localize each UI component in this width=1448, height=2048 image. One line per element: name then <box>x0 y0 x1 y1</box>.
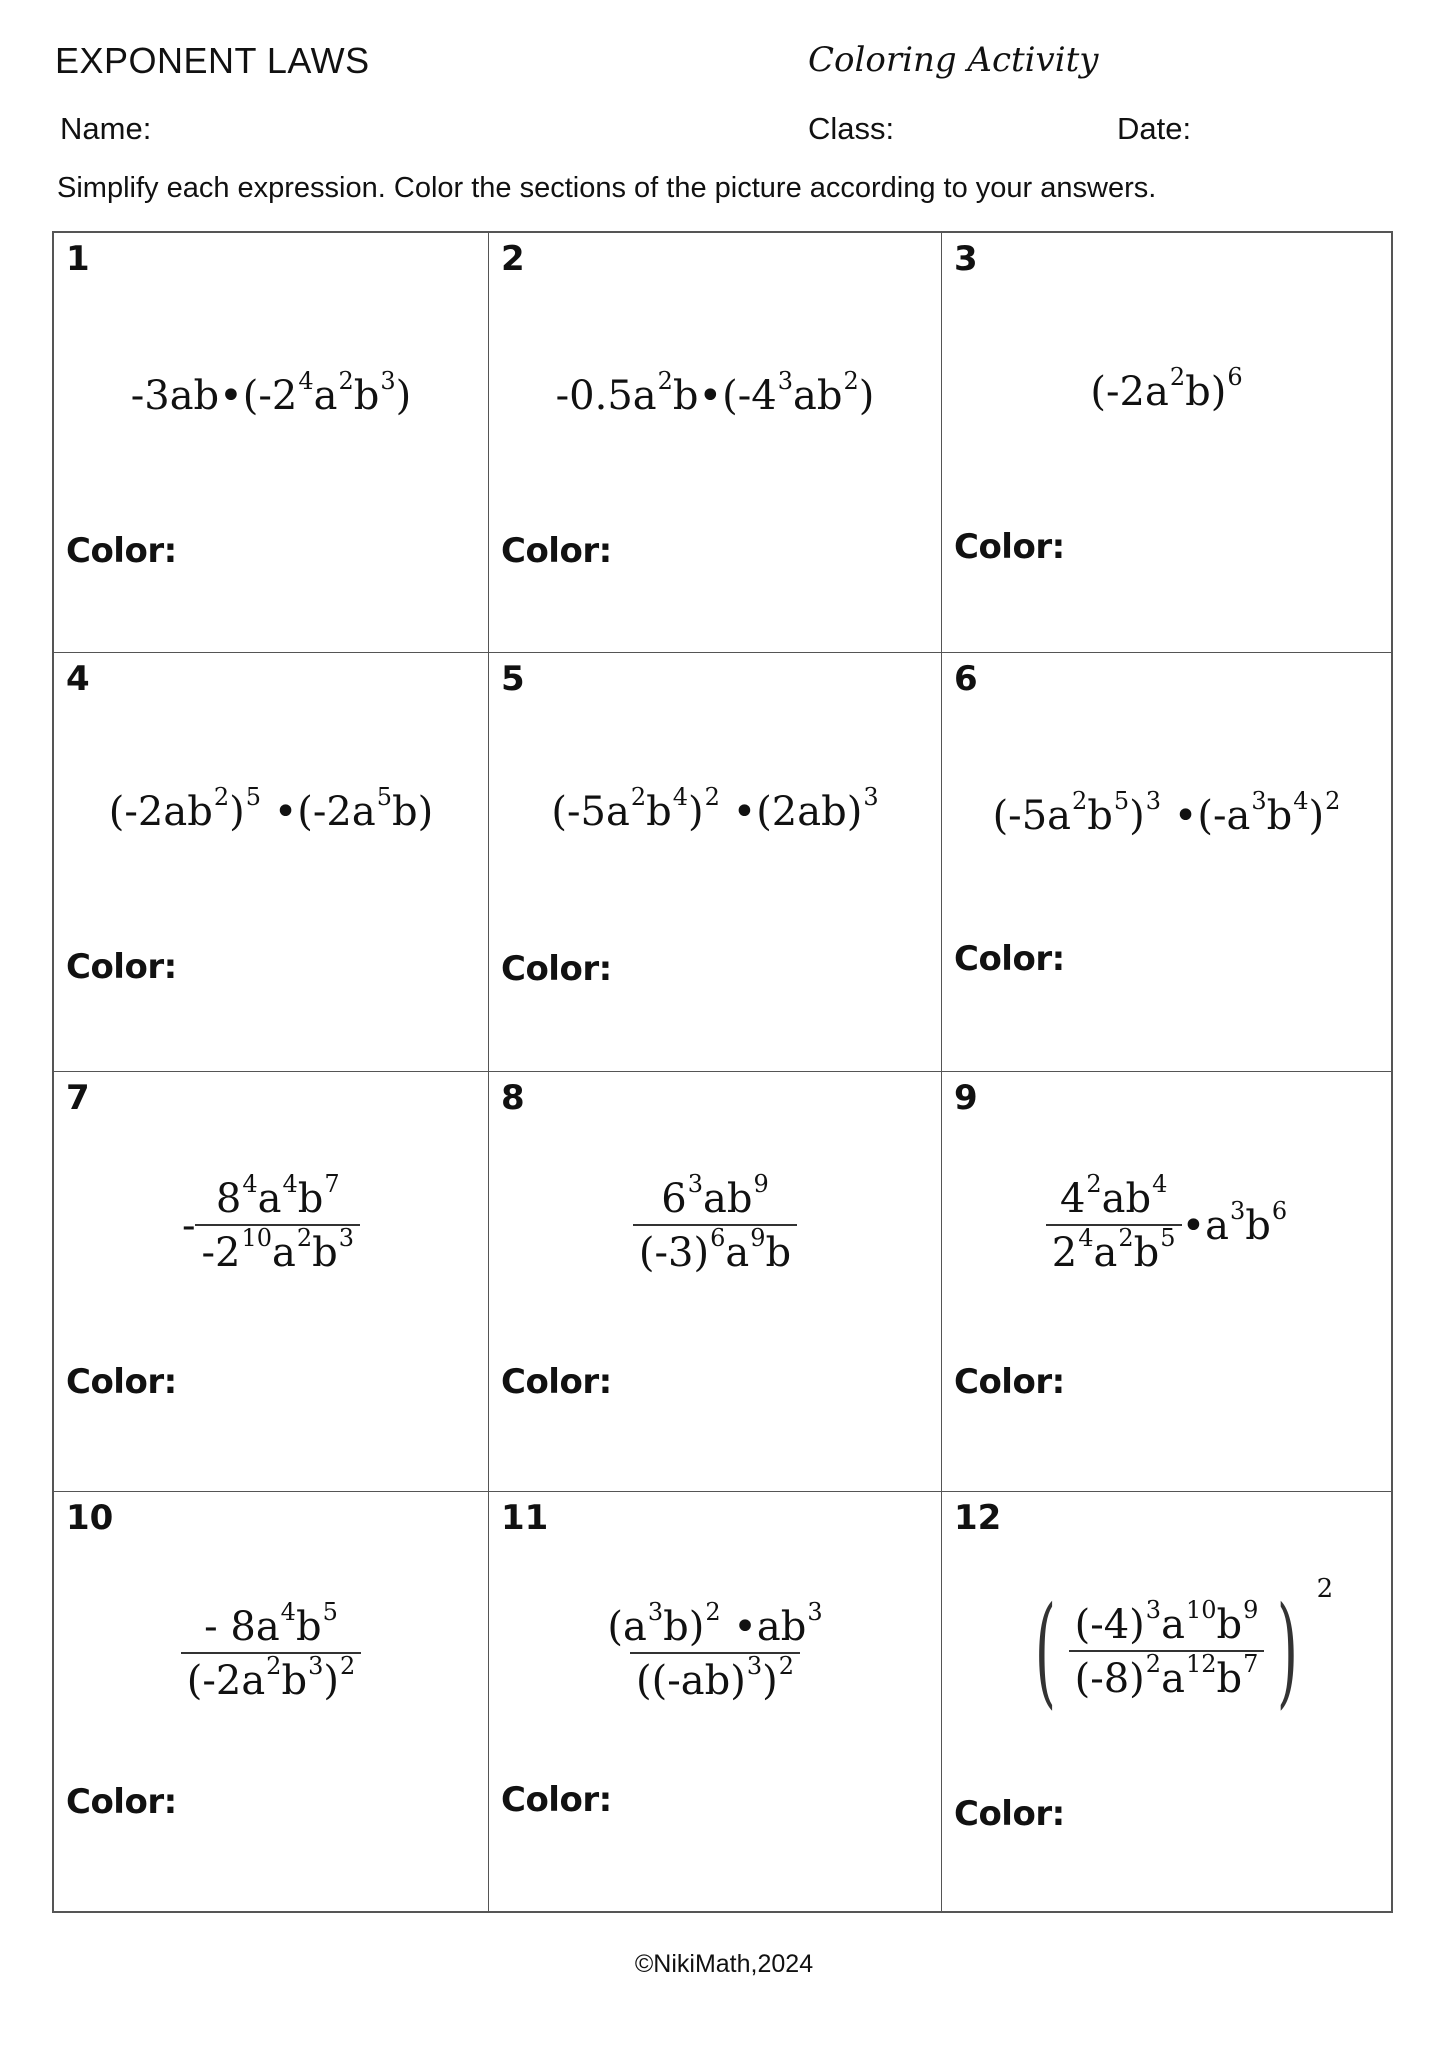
color-label: Color: <box>501 531 612 571</box>
problem-number: 10 <box>66 1497 114 1538</box>
color-label: Color: <box>66 1781 177 1822</box>
color-label: Color: <box>501 1362 612 1402</box>
problem-cell-4 <box>54 653 489 1073</box>
problem-number: 12 <box>954 1497 1002 1538</box>
instructions: Simplify each expression. Color the sections of the picture according to your answers. <box>57 172 1157 204</box>
color-label: Color: <box>66 531 177 571</box>
problem-expression: $\frac{4^2ab^4}{2^4a^2b^5}$ $•a^3b^6$ <box>942 1176 1391 1276</box>
color-label: Color: <box>66 1362 177 1402</box>
problem-number: 11 <box>501 1497 549 1538</box>
color-label: Color: <box>954 527 1065 567</box>
problem-expression: $(-5a^2b^5)^3$ $•(-a^3b^4)^2$ <box>992 786 1341 839</box>
problem-expression: $\frac{6^3ab^9}{(-3)^6a^9b}$ <box>489 1176 941 1276</box>
problem-cell-11 <box>489 1492 942 1912</box>
problem-expression: $-3ab•(-2^4a^2b^3)$ <box>130 367 412 419</box>
problem-expression: $(-2ab^2)^5$ $•(-2a^5b)$ <box>108 782 434 835</box>
color-label: Color: <box>954 1362 1065 1402</box>
problem-cell-2 <box>489 233 942 653</box>
problem-number: 1 <box>66 239 90 279</box>
color-label: Color: <box>66 946 177 987</box>
problem-number: 8 <box>501 1078 525 1118</box>
color-label: Color: <box>954 1793 1065 1834</box>
color-label: Color: <box>501 948 612 989</box>
activity-subtitle: Coloring Activity <box>808 40 1099 80</box>
color-label: Color: <box>954 938 1065 979</box>
problem-cell-8 <box>489 1072 942 1492</box>
problem-grid <box>52 231 1393 1913</box>
problem-number: 7 <box>66 1078 90 1118</box>
problem-expression: $\frac{(a^3b)^2 •ab^3}{((-ab)^3)^2}$ <box>607 1597 823 1704</box>
problem-number: 9 <box>954 1078 978 1118</box>
copyright-footer: ©NikiMath,2024 <box>634 1950 814 1978</box>
problem-expression: ( $\frac{(-4)^3a^{10}b^9}{(-8)^2a^{12}b^7}$ ) 2 <box>1034 1573 1334 1721</box>
problem-expression: - $\frac{8^4a^4b^7}{-2^{10}a^2b^3}$ <box>54 1176 488 1276</box>
name-field-label: Name: <box>60 111 152 146</box>
problem-expression: $-0.5a^2b•(-4^3ab^2)$ <box>555 367 875 419</box>
problem-cell-7 <box>54 1072 489 1492</box>
problem-expression: $(-2a^2b)^6$ <box>1090 363 1243 415</box>
problem-number: 3 <box>954 239 978 279</box>
problem-number: 6 <box>954 658 978 699</box>
problem-cell-1 <box>54 233 489 653</box>
problem-cell-5 <box>489 653 942 1073</box>
color-label: Color: <box>501 1779 612 1820</box>
date-field-label: Date: <box>1117 111 1192 146</box>
problem-number: 2 <box>501 239 525 279</box>
problem-number: 4 <box>66 658 90 699</box>
problem-cell-12 <box>942 1492 1391 1912</box>
class-field-label: Class: <box>808 111 895 146</box>
problem-cell-10 <box>54 1492 489 1912</box>
problem-cell-6 <box>942 653 1391 1073</box>
problem-expression: $(-5a^2b^4)^2$ $•(2ab)^3$ <box>551 782 879 835</box>
worksheet-title: EXPONENT LAWS <box>55 40 370 81</box>
problem-cell-9 <box>942 1072 1391 1492</box>
problem-number: 5 <box>501 658 525 699</box>
problem-cell-3 <box>942 233 1391 653</box>
problem-expression: $\frac{- 8a^4b^5}{(-2a^2b^3)^2}$ <box>54 1604 488 1704</box>
